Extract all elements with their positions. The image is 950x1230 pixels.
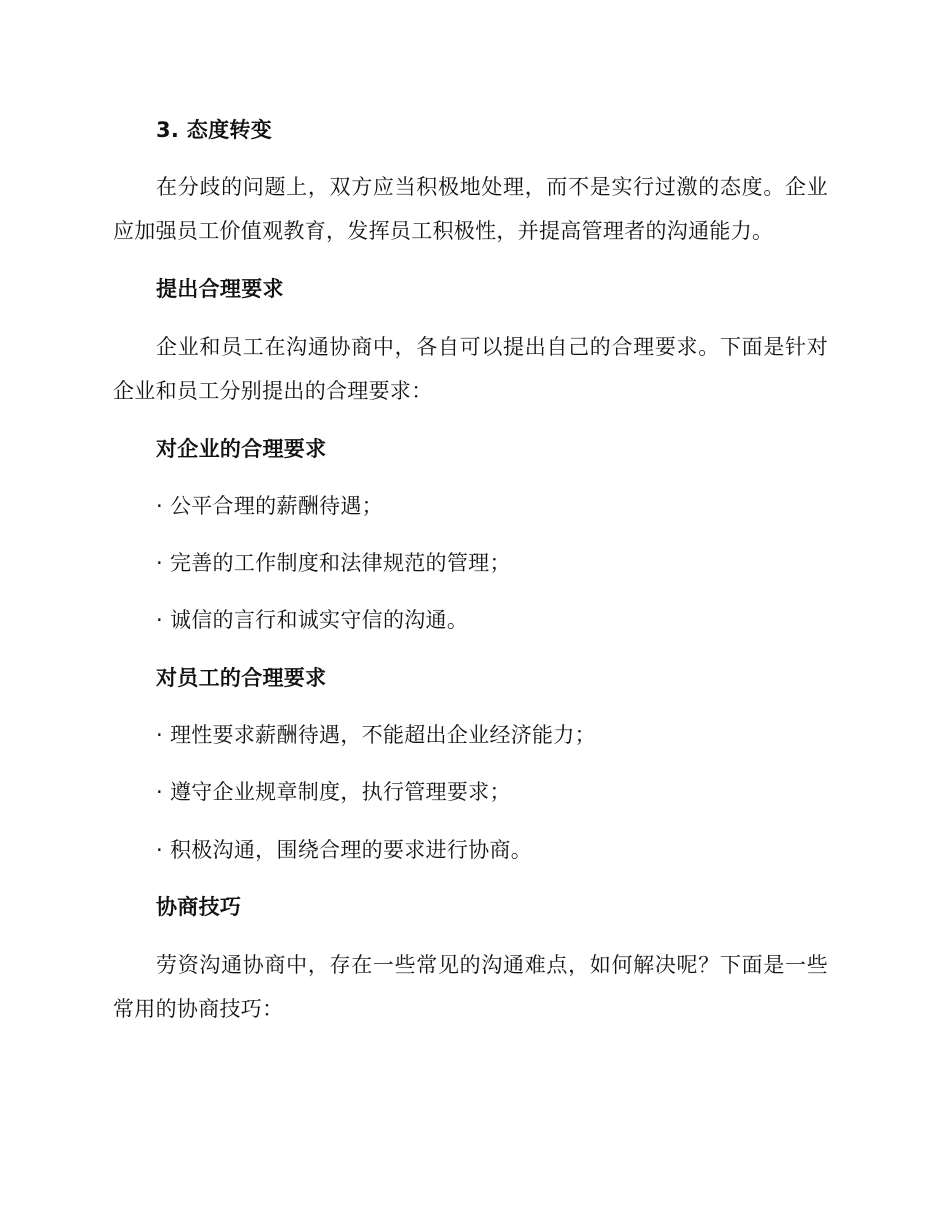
paragraph-skills-line-2: 常用的协商技巧：: [113, 997, 284, 1021]
heading-negotiation-skills: 协商技巧: [156, 895, 242, 919]
heading-company-requests: 对企业的合理要求: [156, 437, 327, 461]
paragraph-attitude-line-2: 应加强员工价值观教育，发挥员工积极性，并提高管理者的沟通能力。: [113, 219, 774, 243]
heading-attitude-change: 3. 态度转变: [156, 118, 272, 142]
list-item: · 完善的工作制度和法律规范的管理；: [156, 551, 511, 575]
paragraph-requests-line-2: 企业和员工分别提出的合理要求：: [113, 379, 433, 403]
heading-reasonable-requests: 提出合理要求: [156, 277, 284, 301]
paragraph-skills-line-1: 劳资沟通协商中，存在一些常见的沟通难点，如何解决呢？下面是一些: [156, 953, 828, 977]
list-item: · 公平合理的薪酬待遇；: [156, 494, 383, 518]
list-item: · 理性要求薪酬待遇，不能超出企业经济能力；: [156, 723, 596, 747]
paragraph-attitude-line-1: 在分歧的问题上，双方应当积极地处理，而不是实行过激的态度。企业: [156, 175, 828, 199]
heading-employee-requests: 对员工的合理要求: [156, 666, 327, 690]
list-item: · 遵守企业规章制度，执行管理要求；: [156, 780, 511, 804]
paragraph-requests-line-1: 企业和员工在沟通协商中，各自可以提出自己的合理要求。下面是针对: [156, 335, 828, 359]
list-item: · 积极沟通，围绕合理的要求进行协商。: [156, 838, 533, 862]
list-item: · 诚信的言行和诚实守信的沟通。: [156, 608, 469, 632]
